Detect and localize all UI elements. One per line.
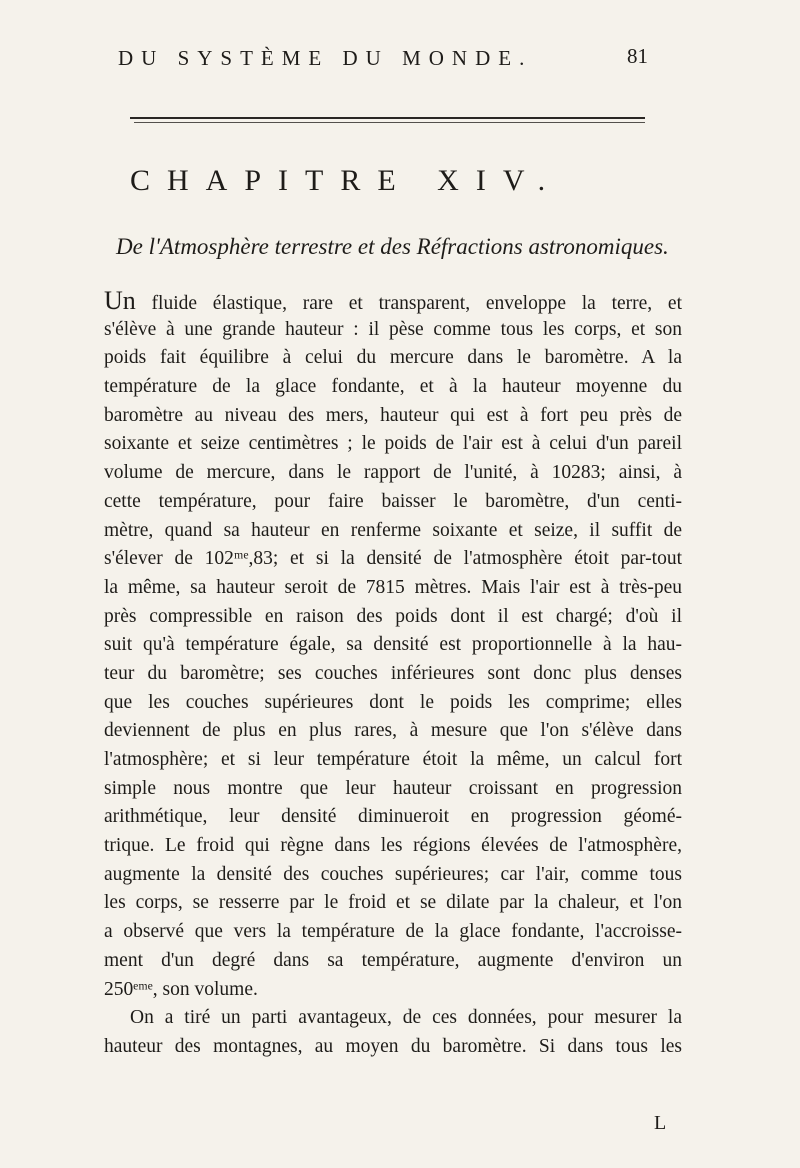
- text-line: volume de mercure, dans le rapport de l'unité, à 10283; ainsi, à: [104, 462, 682, 484]
- text-line: hauteur des montagnes, au moyen du baromètre. Si dans tous les: [104, 1035, 682, 1057]
- text-line: mètre, quand sa hauteur en renferme soixante et seize, il suffit de: [104, 519, 682, 541]
- text-line: [104, 287, 682, 316]
- text-line: augmente la densité des couches supérieures; car l'air, comme tous: [104, 863, 682, 885]
- chapter-title: CHAPITRE XIV.: [130, 164, 563, 197]
- text-line: On a tiré un parti avantageux, de ces données, pour mesurer la: [130, 1007, 682, 1029]
- text-line: température de la glace fondante, et à la hauteur moyenne du: [104, 376, 682, 398]
- text-line: l'atmosphère; et si leur température étoit la même, un calcul fort: [104, 749, 682, 770]
- text-line-content: fluide élastique, rare et transparent, enveloppe la terre, et: [135, 293, 682, 314]
- text-line: poids fait équilibre à celui du mercure dans le baromètre. A la: [104, 347, 682, 369]
- text-line: 250ᵉᵐᵉ, son volume.: [104, 978, 258, 1000]
- body-text: [104, 287, 682, 1062]
- text-line: a observé que vers la température de la glace fondante, l'accroisse-: [104, 921, 682, 943]
- text-line: arithmétique, leur densité diminueroit en progression géomé-: [104, 806, 682, 828]
- text-line: la même, sa hauteur seroit de 7815 mètres. Mais l'air est à très-peu: [104, 576, 682, 598]
- text-line: suit qu'à température égale, sa densité est proportionnelle à la hau-: [104, 634, 682, 656]
- text-line: baromètre au niveau des mers, hauteur qui est à fort peu près de: [104, 404, 682, 426]
- catchword: L: [654, 1112, 667, 1134]
- text-line: que les couches supérieures dont le poids les comprime; elles: [104, 691, 682, 713]
- text-line: deviennent de plus en plus rares, à mesure que l'on s'élève dans: [104, 720, 682, 742]
- header-rule: [130, 117, 645, 119]
- dropcap: Un: [104, 286, 136, 315]
- running-title: DU SYSTÈME DU MONDE.: [118, 46, 533, 70]
- text-line: s'élève à une grande hauteur : il pèse comme tous les corps, et son: [104, 318, 682, 340]
- text-line: simple nous montre que leur hauteur croissant en progression: [104, 777, 682, 799]
- text-line: soixante et seize centimètres ; le poids de l'air est à celui d'un pareil: [104, 433, 682, 455]
- text-line: trique. Le froid qui règne dans les régions élevées de l'atmosphère,: [104, 835, 682, 857]
- text-line: s'élever de 102ᵐᵉ,83; et si la densité de l'atmosphère étoit par-tout: [104, 548, 682, 570]
- text-line: les corps, se resserre par le froid et se dilate par la chaleur, et l'on: [104, 892, 682, 914]
- text-line: ment d'un degré dans sa température, augmente d'environ un: [104, 949, 682, 971]
- text-line: près compressible en raison des poids dont il est chargé; d'où il: [104, 605, 682, 627]
- text-line: cette température, pour faire baisser le baromètre, d'un centi-: [104, 490, 682, 512]
- chapter-subtitle: De l'Atmosphère terrestre et des Réfractions astronomiques.: [116, 234, 669, 259]
- text-line: teur du baromètre; ses couches inférieures sont donc plus denses: [104, 662, 682, 684]
- header-rule-thin: [134, 122, 645, 123]
- page-number: 81: [627, 44, 648, 68]
